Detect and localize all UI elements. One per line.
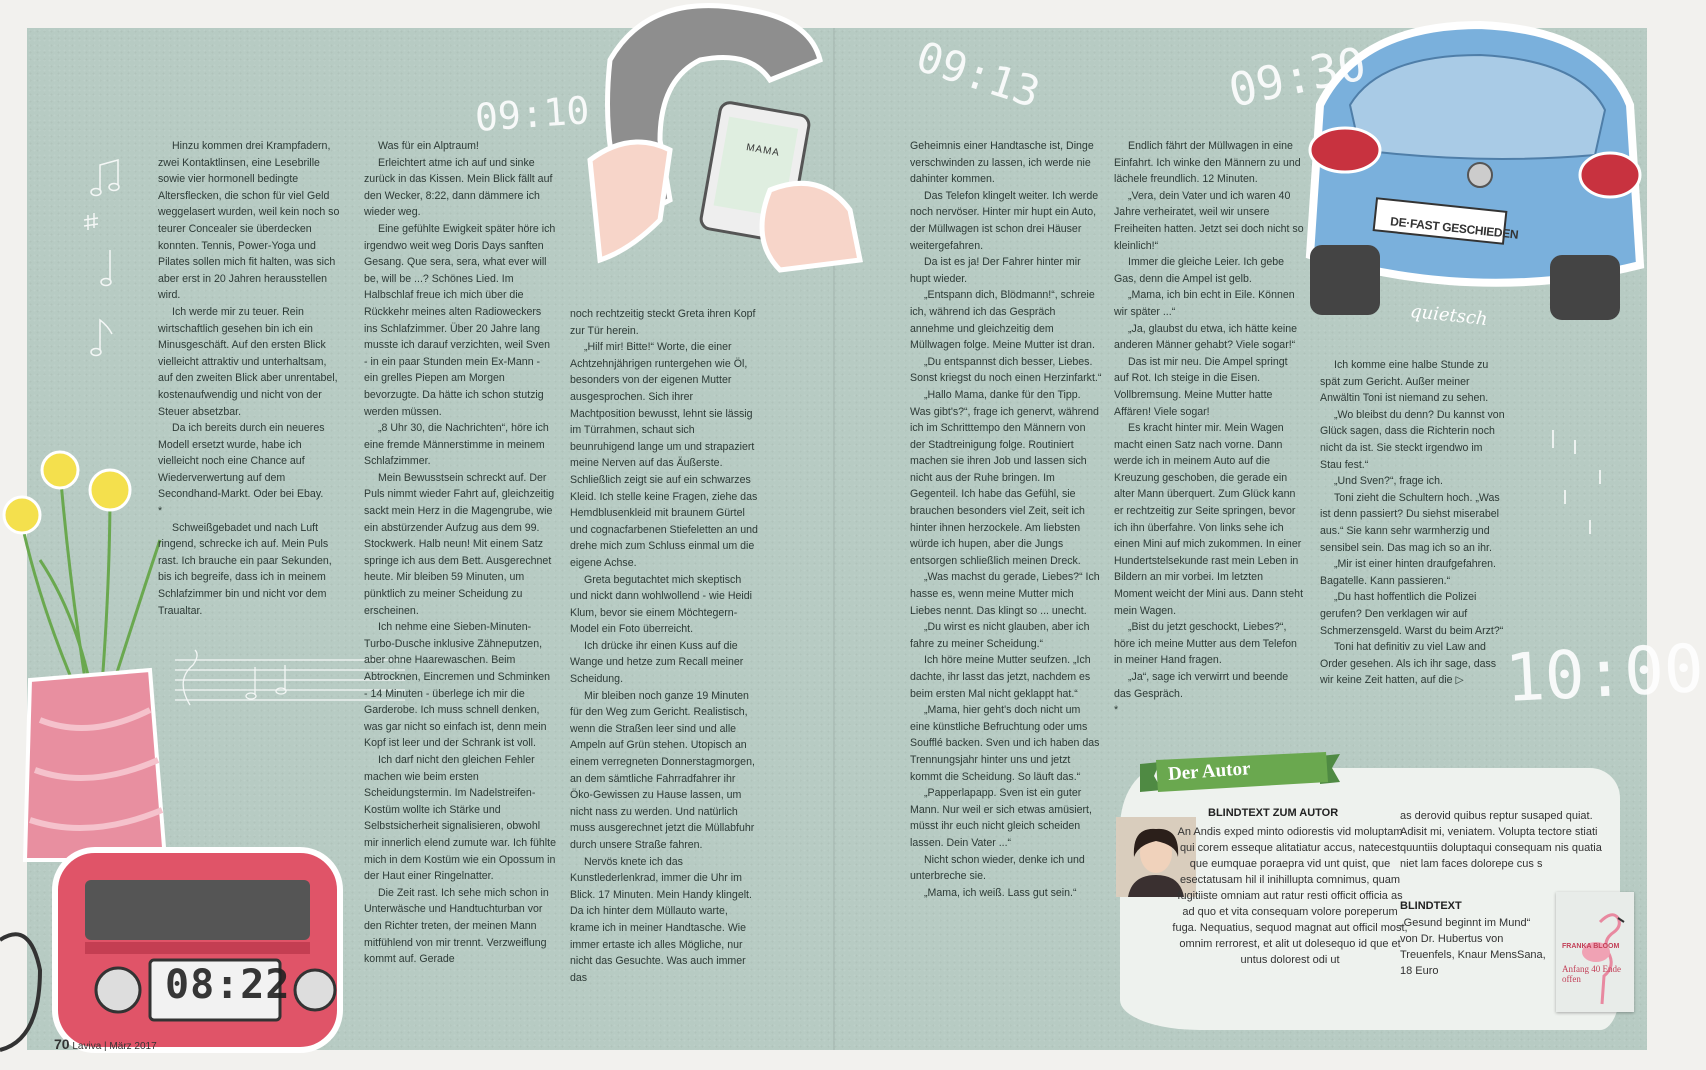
author-banner-title: Der Autor <box>1167 758 1252 785</box>
radio-alarm-clock-illustration <box>0 820 360 1060</box>
issue-date: März 2017 <box>109 1041 157 1052</box>
hands-holding-phone-illustration <box>590 0 870 280</box>
book-cover <box>1556 892 1634 1012</box>
phone-caller-label: MAMA <box>745 142 781 159</box>
author-bio-text-continued: as derovid quibus reptur susaped quiat. Adisit mi, veniatem. Volupta tectore stiati quuntiis doluptaqui consequam nis quatia niet lam faces dolorepe cus s <box>1400 810 1602 870</box>
book-cover-author: FRANKA BLOOM <box>1562 943 1620 950</box>
book-cover-title: Anfang 40 Ende offen <box>1562 964 1621 984</box>
article-column-1: Hinzu kommen drei Krampfadern, zwei Kontaktlinsen, eine Lesebrille sowie vier hormonell bedingte Altersflecken, die schon für viel Geld weggelasert wurden, weil kein noch so teurer Concealer sie überdecken konnten. Tennis, Power-Yoga und Pilates sollen mich fit halten, was sich aber erst in 20 Jahren herausstellen wird. Ich werde mir zu teuer. Rein wirtschaftlich gesehen bin ich ein Minusgeschäft. Auf den ersten Blick vielleicht attraktiv und unterhaltsam, auf den zweiten Blick aber unrentabel, kostenaufwendig und nicht von der Steuer absetzbar. Da ich bereits durch ein neueres Modell ersetzt wurde, habe ich vielleicht noch eine Chance auf Wiederverwertung auf dem Secondhand-Markt. Oder bei Ebay. * Schweißgebadet und nach Luft ringend, schrecke ich auf. Mein Puls rast. Ich brauche ein paar Sekunden, bis ich begreife, dass ich in meinem Schlafzimmer bin und nicht vor dem Traualtar. <box>158 140 340 617</box>
time-stamp-0930: 09:30 <box>1223 36 1371 118</box>
time-stamp-0913: 09:13 <box>910 31 1046 118</box>
screech-sound-text: quietsch <box>1409 300 1489 331</box>
book-info-text: „Gesund beginnt im Mund“ von Dr. Hubertus von Treuenfels, Knaur MensSana, 18 Euro <box>1400 917 1546 977</box>
article-column-4: Geheimnis einer Handtasche ist, Dinge verschwinden zu lassen, ich werde nie dahinter kommen. Das Telefon klingelt weiter. Ich werde noch nervöser. Hinter mir hupt ein Auto, der Müllwagen ist schon drei Häuser weitergefahren. Da ist es ja! Der Fahrer hinter mir hupt wieder. „Entspann dich, Blödmann!“, schreie ich, während ich das Gespräch annehme und gleichzeitig dem Müllwagen folge. Meine Mutter ist dran. „Du entspannst dich besser, Liebes. Sonst kriegst du noch einen Herzinfarkt.“ „Hallo Mama, danke für den Tipp. Was gibt's?“, frage ich genervt, während ich im Schritttempo den Männern von der Stadtreinigung folge. Routiniert machen sie ihren Job und lassen sich nicht aus der Ruhe bringen. Im Gegenteil. Ich habe das Gefühl, sie brauchen besonders viel Zeit, seit ich hinter ihnen herzockele. Am liebsten würde ich hupen, aber die Jungs entsorgen schließlich meinen Dreck. „Was machst du gerade, Liebes?“ Ich hasse es, wenn meine Mutter mich Liebes nennt. Das klingt so ... unecht. „Du wirst es nicht glauben, aber ich fahre zu meiner Scheidung.“ Ich höre meine Mutter seufzen. „Ich dachte, ihr lasst das jetzt, nachdem es beim ersten Mal nicht geklappt hat.“ „Mama, hier geht's doch nicht um eine künstliche Befruchtung oder ums Soufflé backen. Sven und ich haben das Trennungsjahr hinter uns und jetzt kommt die Scheidung. So läuft das.“ „Papperlapapp. Sven ist ein guter Mann. Nur weil er sich etwas amüsiert, müsst ihr euch nicht gleich scheiden lassen. Dein Vater ...“ Nicht schon wieder, denke ich und unterbreche sie. „Mama, ich weiß. Lass gut sein.“ <box>910 140 1102 899</box>
article-column-3: noch rechtzeitig steckt Greta ihren Kopf zur Tür herein. „Hilf mir! Bitte!“ Worte, die einer Achtzehnjährigen runtergehen wie Öl, besonders von der eigenen Mutter ausgesprochen. Sich ihrer Machtposition bewusst, lehnt sie lässig im Türrahmen, schaut sich beunruhigend lange um und strapaziert meine Nerven auf das Äußerste. Schließlich zeigt sie auf ein schwarzes Kleid. Ich stelle keine Fragen, ziehe das Hemdblusenkleid mit braunem Gürtel und cognacfarbenen Stiefeletten an und drehe mich zum Schluss einmal um die eigene Achse. Greta begutachtet mich skeptisch und nickt dann wohlwollend - wie Heidi Klum, bevor sie einem Möchtegern-Model ein Foto überreicht. Ich drücke ihr einen Kuss auf die Wange und hetze zum Recall meiner Scheidung. Mir bleiben noch ganze 19 Minuten für den Weg zum Gericht. Realistisch, wenn die Straßen leer sind und alle Ampeln auf Grün stehen. Utopisch an einem verregneten Donnerstagmorgen, an dem sämtliche Fahrradfahrer ihr Öko-Gewissen zu Hause lassen, um nicht nass zu werden. Und natürlich muss ausgerechnet jetzt die Müllabfuhr durch unsere Straße fahren. Nervös knete ich das Kunstlederlenkrad, immer die Uhr im Blick. 17 Minuten. Mein Handy klingelt. Da ich hinter dem Müllauto warte, krame ich in meiner Handtasche. Wie immer ertaste ich alles Mögliche, nur nicht das Gesuchte. Was auch immer das <box>570 308 758 984</box>
music-notes-doodle <box>80 150 160 410</box>
author-heading: BLINDTEXT ZUM AUTOR <box>1208 807 1339 819</box>
license-plate: DE·FAST GESCHIEDEN <box>1389 214 1520 242</box>
magazine-name: Laviva <box>72 1041 102 1052</box>
author-bio-text: An Andis exped minto odiorestis vid moluptam qui corem esseque alitatiatur accus, natecest que eumquae poraepra vid unt quist, que esectatusam hil il inihillupta comnimus, quam fugitiiste omniam aut ratur resti officit officia as ad quo et vita consequam volore poreperum fuga. Nequatius, sequod magnat aut officil most, omnim rerrorest, et alit ut dolesequo id que et untus dolorest odi ut <box>1172 826 1408 966</box>
page-number: 70 <box>54 1036 70 1052</box>
article-column-5: Endlich fährt der Müllwagen in eine Einfahrt. Ich winke den Männern zu und lächele freundlich. 12 Minuten. „Vera, dein Vater und ich waren 40 Jahre verheiratet, weil wir unsere Freiheiten hatten. Jetzt sei doch nicht so kleinlich!“ Immer die gleiche Leier. Ich gebe Gas, denn die Ampel ist gelb. „Mama, ich bin echt in Eile. Können wir später ...“ „Ja, glaubst du etwa, ich hätte keine anderen Männer gehabt? Viele sogar!“ Das ist mir neu. Die Ampel springt auf Rot. Ich steige in die Eisen. Vollbremsung. Meine Mutter hatte Affären! Viele sogar! Es kracht hinter mir. Mein Wagen macht einen Satz nach vorne. Dann werde ich in meinem Auto auf die Kreuzung geschoben, die gerade ein alter Mann überquert. Zum Glück kann er rechtzeitig zur Seite springen, bevor ich ihn überfahre. Von links sehe ich einen Mini auf mich zukommen. In einer Hundertstelsekunde rast mein Leben in Bildern an mir vorbei. Im letzten Moment weicht der Mini aus. Dann steht mein Wagen. „Bist du jetzt geschockt, Liebes?“, höre ich meine Mutter aus dem Telefon in meiner Hand fragen. „Ja“, sage ich verwirrt und beende das Gespräch. * <box>1114 140 1304 717</box>
article-column-6: Ich komme eine halbe Stunde zu spät zum Gericht. Außer meiner Anwältin Toni ist niemand zu sehen. „Wo bleibst du denn? Du kannst von Glück sagen, dass die Richterin noch nicht da ist. Sie steckt irgendwo im Stau fest.“ „Und Sven?“, frage ich. Toni zieht die Schultern hoch. „Was ist denn passiert? Du siehst miserabel aus.“ Sie kann sehr warmherzig und sensibel sein. Das mag ich so an ihr. „Mir ist einer hinten draufgefahren. Bagatelle. Kann passieren.“ „Du hast hoffentlich die Polizei gerufen? Den verklagen wir auf Schmerzensgeld. Warst du beim Arzt?“ Toni hat definitiv zu viel Law and Order gesehen. Als ich ihr sage, dass wir keine Zeit hatten, auf die ▷ <box>1320 359 1505 687</box>
flamingo-icon <box>1556 892 1634 1012</box>
article-column-2: Was für ein Alptraum! Erleichtert atme ich auf und sinke zurück in das Kissen. Mein Blick fällt auf den Wecker, 8:22, dann dämmere ich wieder weg. Eine gefühlte Ewigkeit später höre ich irgendwo weit weg Doris Days sanften Gesang. Que sera, sera, what ever will be, will be ...? Schönes Lied. Im Halbschlaf freue ich mich über die Rückkehr meines alten Radioweckers ins Schlafzimmer. Über 20 Jahre lang musste ich darauf verzichten, weil Sven - in ein paar Stunden mein Ex-Mann - ein grelles Piepen am Morgen bevorzugte. Da hätte ich schon stutzig werden müssen. „8 Uhr 30, die Nachrichten“, höre ich eine fremde Männerstimme in meinem Schlafzimmer. Mein Bewusstsein schreckt auf. Der Puls nimmt wieder Fahrt auf, gleichzeitig sackt mein Herz in die Magengrube, wie ein abstürzender Aufzug aus dem 99. Stockwerk. Halb neun! Mit einem Satz springe ich aus dem Bett. Ausgerechnet heute. Mir bleiben 59 Minuten, um pünktlich zu meiner Scheidung zu erscheinen. Ich nehme eine Sieben-Minuten-Turbo-Dusche inklusive Zähneputzen, aber ohne Haarewaschen. Beim Abtrocknen, Eincremen und Schminken - 14 Minuten - überlege ich mir die Garderobe. Ich muss schnell denken, was gar nicht so einfach ist, denn mein Kopf ist leer und der Schrank ist voll. Ich darf nicht den gleichen Fehler machen wie beim ersten Scheidungstermin. Im Nadelstreifen-Kostüm wollte ich Stärke und Selbstsicherheit signalisieren, obwohl mir innerlich elend zumute war. Ich fühlte mich in dem Kostüm wie ein Opossum in der Haut einer Ringelnatter. Die Zeit rast. Ich sehe mich schon in Unterwäsche und Handtuchturban vor den Richter treten, der meinen Mann mitfühlend von mir trennt. Verzweiflung kommt auf. Gerade <box>364 140 556 966</box>
page-footer: 70 Laviva | März 2017 <box>54 1036 157 1052</box>
time-stamp-0910: 09:10 <box>473 88 591 140</box>
raindrops-doodle <box>1545 430 1615 550</box>
clock-display: 08:22 <box>165 962 291 1008</box>
time-stamp-1000: 10:00 <box>1503 629 1706 718</box>
book-heading: BLINDTEXT <box>1400 900 1462 912</box>
